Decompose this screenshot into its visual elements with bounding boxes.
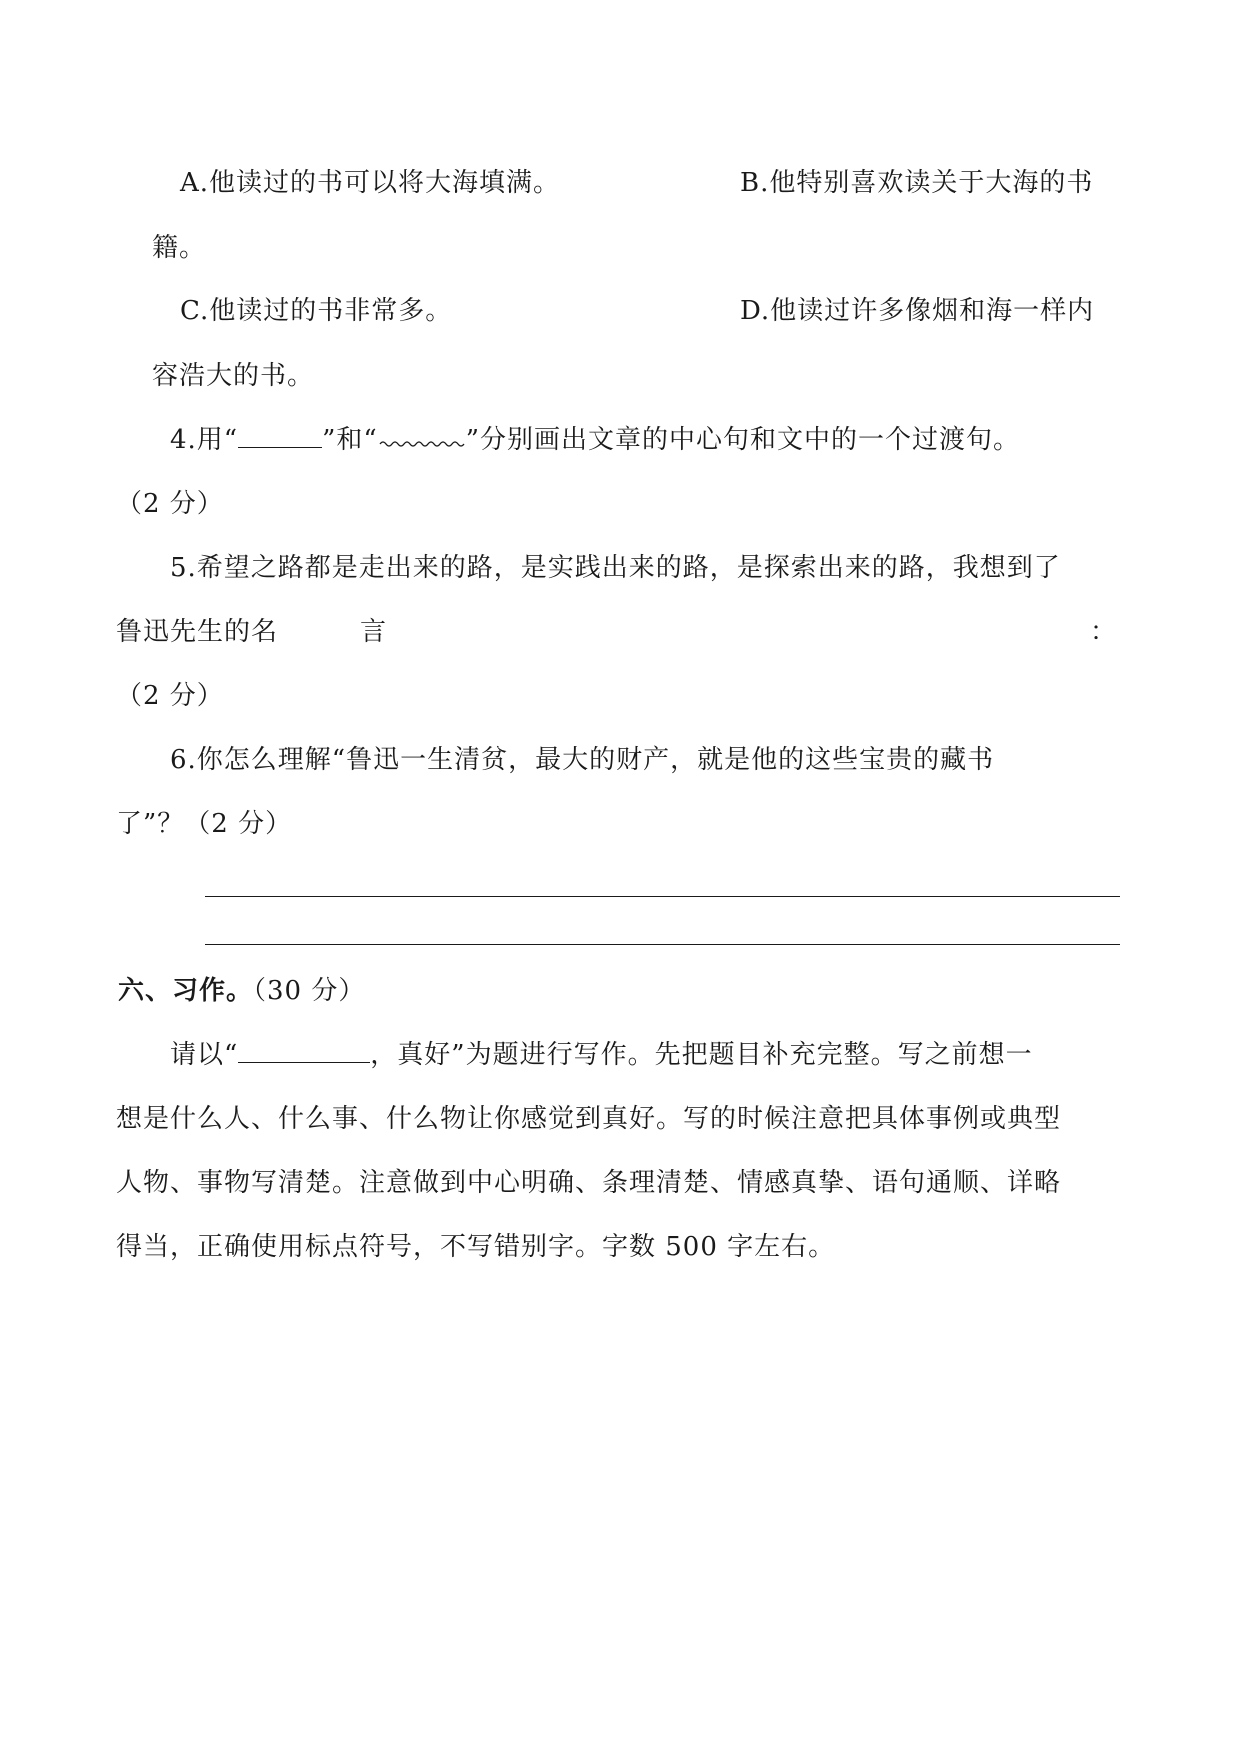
q4-text-3: ”分别画出文章的中心句和文中的一个过渡句。: [465, 425, 1020, 455]
question-5-colon: ：: [1090, 617, 1118, 647]
wavy-underline-sample: [378, 422, 466, 448]
answer-line-2[interactable]: [205, 944, 1120, 945]
option-a: A.他读过的书可以将大海填满。: [180, 168, 561, 198]
question-6-line-2: 了”？（2 分）: [116, 809, 293, 839]
writing-prompt-line-2: 想是什么人、什么事、什么物让你感觉到真好。写的时候注意把具体事例或典型: [116, 1104, 1062, 1134]
writing-prompt-line-4: 得当，正确使用标点符号，不写错别字。字数 500 字左右。: [116, 1232, 836, 1262]
writing-prompt-line-1: [170, 1037, 1033, 1073]
section-6-heading: [118, 973, 365, 1009]
writing-prompt-text-1b: ，真好”为题进行写作。先把题目补充完整。写之前想一: [370, 1040, 1033, 1070]
section-6-title: 六、习作。: [118, 976, 254, 1006]
question-5-line-2b: 言: [360, 617, 388, 647]
option-b: B.他特别喜欢读关于大海的书: [740, 168, 1094, 198]
question-5-line-2a: 鲁迅先生的名: [116, 617, 279, 647]
writing-prompt-text-1a: 请以“: [170, 1040, 239, 1070]
q5-score: （2 分）: [116, 681, 224, 711]
question-6-line-1: 6.你怎么理解“鲁迅一生清贫，最大的财产，就是他的这些宝贵的藏书: [170, 745, 995, 775]
option-b-continuation: 籍。: [152, 233, 207, 263]
answer-line-1[interactable]: [205, 896, 1120, 897]
option-d-continuation: 容浩大的书。: [152, 361, 315, 391]
section-6-score: （30 分）: [253, 976, 366, 1006]
title-blank[interactable]: [238, 1038, 370, 1063]
q4-text-1: 4.用“: [170, 425, 239, 455]
q4-text-2: ”和“: [322, 425, 378, 455]
straight-underline-sample: [238, 423, 322, 448]
option-c: C.他读过的书非常多。: [180, 296, 453, 326]
option-d: D.他读过许多像烟和海一样内: [740, 296, 1095, 326]
q4-score: （2 分）: [116, 489, 224, 519]
writing-prompt-line-3: 人物、事物写清楚。注意做到中心明确、条理清楚、情感真挚、语句通顺、详略: [116, 1168, 1062, 1198]
question-4: [170, 422, 1020, 458]
question-5-line-1: 5.希望之路都是走出来的路，是实践出来的路，是探索出来的路，我想到了: [170, 553, 1061, 583]
